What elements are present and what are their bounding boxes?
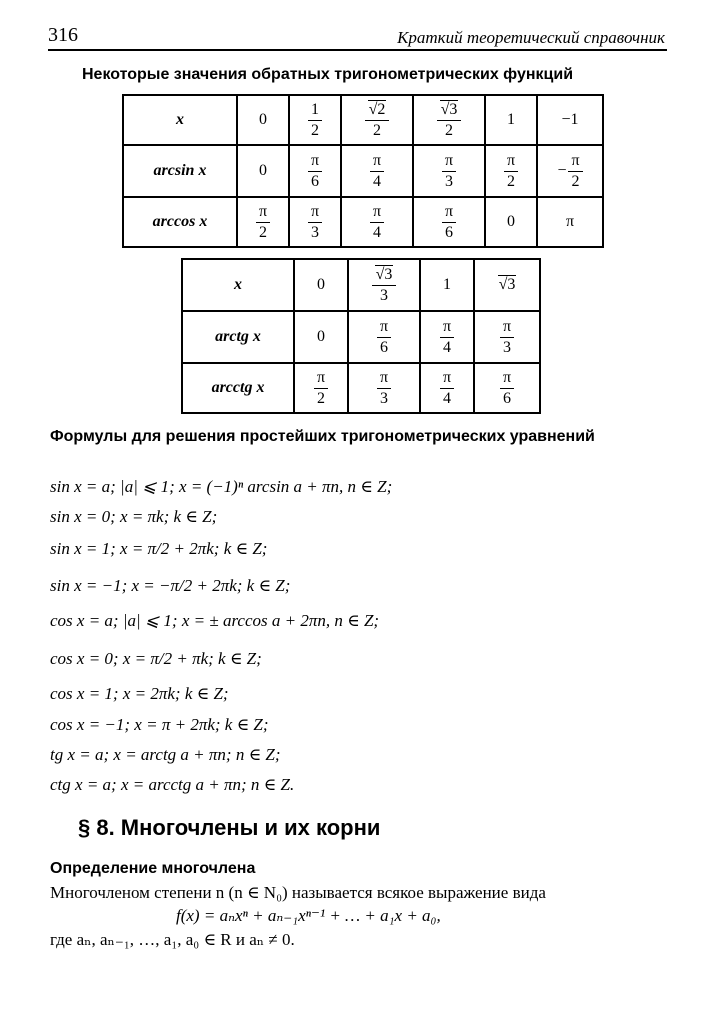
table-row <box>182 311 540 363</box>
table-cell: $\frac{\pi}{6}$ <box>474 363 540 413</box>
table-cell: $\frac{\pi}{4}$ <box>420 311 474 363</box>
table-cell: 1 <box>420 259 474 311</box>
table-row <box>182 363 540 413</box>
formula-line: cos x = 0; x = π/2 + πk; k ∈ Z; <box>50 649 262 668</box>
formula-line: cos x = a; |a| ⩽ 1; x = ± arccos a + 2πn, n ∈ Z; <box>50 611 380 630</box>
table-cell: $\frac{\pi}{4}$ <box>341 145 413 197</box>
formula-line: sin x = −1; x = −π/2 + 2πk; k ∈ Z; <box>50 576 291 595</box>
table-cell: arcctg x <box>182 363 294 413</box>
table-cell: $\frac{\pi}{4}$ <box>341 197 413 247</box>
table-cell: $\frac{1}{2}$ <box>289 95 341 145</box>
page-number: 316 <box>48 24 78 46</box>
table-cell: − $\frac{\pi}{2}$ <box>537 145 603 197</box>
table-cell: 1 <box>485 95 537 145</box>
table-cell: 0 <box>237 145 289 197</box>
table-cell: $\frac{\pi}{2}$ <box>294 363 348 413</box>
section-title: § 8. Многочлены и их корни <box>78 815 381 840</box>
definition-text: Многочленом степени n (n ∈ N₀) называется всякое выражение вида <box>50 883 546 902</box>
table-cell: 0 <box>237 95 289 145</box>
formula-line: cos x = −1; x = π + 2πk; k ∈ Z; <box>50 715 269 734</box>
table-cell: $\frac{\pi}{3}$ <box>348 363 420 413</box>
formulas-title: Формулы для решения простейших тригонометрических уравнений <box>50 428 595 445</box>
table-cell: 0 <box>294 259 348 311</box>
inverse-trig-table-2 <box>181 258 541 414</box>
formula-line: sin x = a; |a| ⩽ 1; x = (−1)ⁿ arcsin a + πn, n ∈ Z; <box>50 477 393 496</box>
table-cell: $\frac{\pi}{6}$ <box>413 197 485 247</box>
formula-line: sin x = 1; x = π/2 + 2πk; k ∈ Z; <box>50 539 268 558</box>
inverse-trig-table-1 <box>122 94 604 248</box>
formula-line: tg x = a; x = arctg a + πn; n ∈ Z; <box>50 745 281 764</box>
table-cell: $\frac{\pi}{6}$ <box>289 145 341 197</box>
table-cell: arccos x <box>123 197 237 247</box>
formula-line: sin x = 0; x = πk; k ∈ Z; <box>50 507 218 526</box>
table-row <box>182 259 540 311</box>
table-cell: 0 <box>485 197 537 247</box>
table-cell: $\frac{\pi}{6}$ <box>348 311 420 363</box>
table-cell: $\frac{\pi}{3}$ <box>474 311 540 363</box>
table1-title: Некоторые значения обратных тригонометрических функций <box>82 66 574 83</box>
table-row <box>123 145 603 197</box>
table-row <box>123 95 603 145</box>
table-row <box>123 197 603 247</box>
formula-line: cos x = 1; x = 2πk; k ∈ Z; <box>50 684 229 703</box>
table-cell: √3 <box>474 259 540 311</box>
table-cell: $\frac{\pi}{3}$ <box>289 197 341 247</box>
running-title: Краткий теоретический справочник <box>397 28 665 47</box>
table-cell: x <box>182 259 294 311</box>
table-cell: π <box>537 197 603 247</box>
formula-line: ctg x = a; x = arcctg a + πn; n ∈ Z. <box>50 775 295 794</box>
table-cell: $\frac{\pi}{2}$ <box>485 145 537 197</box>
header-rule <box>48 49 667 51</box>
table-cell: $\frac{√3}{3}$ <box>348 259 420 311</box>
condition-text: где aₙ, aₙ₋₁, …, a₁, a₀ ∈ R и aₙ ≠ 0. <box>50 930 295 949</box>
table-cell: $\frac{\pi}{4}$ <box>420 363 474 413</box>
table-cell: x <box>123 95 237 145</box>
table-cell: $\frac{√3}{2}$ <box>413 95 485 145</box>
table-cell: $\frac{\pi}{2}$ <box>237 197 289 247</box>
polynomial-formula: f(x) = aₙxⁿ + aₙ₋₁xⁿ⁻¹ + … + a₁x + a₀, <box>176 906 441 925</box>
table-cell: 0 <box>294 311 348 363</box>
table-cell: −1 <box>537 95 603 145</box>
table-cell: $\frac{\pi}{3}$ <box>413 145 485 197</box>
table-cell: $\frac{√2}{2}$ <box>341 95 413 145</box>
table-cell: arctg x <box>182 311 294 363</box>
subheading: Определение многочлена <box>50 860 256 877</box>
table-cell: arcsin x <box>123 145 237 197</box>
